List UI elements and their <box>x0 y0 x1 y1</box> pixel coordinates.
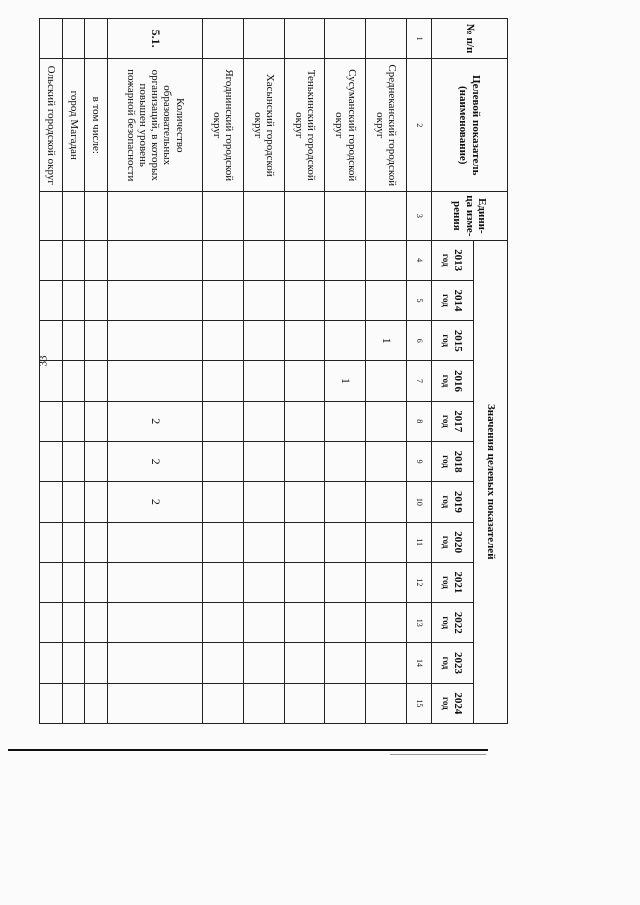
row-value-cell <box>107 643 202 683</box>
row-value-cell <box>62 441 85 481</box>
row-value-cell <box>62 482 85 522</box>
row-value-cell <box>40 643 63 683</box>
row-value-cell <box>366 683 407 723</box>
row-value-cell <box>203 361 244 401</box>
row-value-cell <box>62 683 85 723</box>
row-value-cell <box>366 522 407 562</box>
column-number: 12 <box>407 562 432 602</box>
row-value-cell <box>85 321 108 361</box>
header-year <box>432 562 474 602</box>
row-value-cell <box>366 401 407 441</box>
row-value-cell <box>325 522 366 562</box>
header-year-word: год <box>441 294 452 307</box>
column-number: 11 <box>407 522 432 562</box>
header-year <box>432 522 474 562</box>
row-value-cell <box>40 361 63 401</box>
row-value-cell <box>284 361 325 401</box>
header-year-word: год <box>441 455 452 468</box>
row-value-cell <box>107 522 202 562</box>
column-number: 13 <box>407 603 432 643</box>
row-value-cell <box>284 280 325 320</box>
row-value-cell <box>62 240 85 280</box>
row-value-cell <box>107 603 202 643</box>
header-year-number: 2018 <box>451 450 464 473</box>
row-value-cell <box>85 603 108 643</box>
row-value-cell <box>203 482 244 522</box>
header-year <box>432 321 474 361</box>
horizontal-rule-thin <box>390 754 486 755</box>
header-num: № п/п <box>432 19 508 59</box>
row-value-cell: 2 <box>107 482 202 522</box>
column-number: 8 <box>407 401 432 441</box>
header-year-number: 2022 <box>451 611 464 634</box>
row-value-cell <box>203 280 244 320</box>
header-year-word: год <box>441 495 452 509</box>
header-year-word: год <box>441 576 452 589</box>
row-value-cell <box>325 482 366 522</box>
header-year-word: год <box>441 334 452 348</box>
header-indicator: Целевой показатель (наименование) <box>432 59 508 192</box>
row-value-cell <box>366 280 407 320</box>
row-value-cell <box>203 643 244 683</box>
row-value-cell <box>203 240 244 280</box>
header-year <box>432 441 474 481</box>
row-number <box>366 19 407 59</box>
row-value-cell <box>366 603 407 643</box>
row-indicator-name: в том числе: <box>85 59 108 192</box>
row-value-cell <box>85 643 108 683</box>
row-value-cell <box>325 643 366 683</box>
row-unit <box>325 192 366 240</box>
row-unit <box>62 192 85 240</box>
row-value-cell <box>366 562 407 602</box>
column-number: 7 <box>407 361 432 401</box>
row-value-cell: 2 <box>107 401 202 441</box>
row-value-cell <box>40 240 63 280</box>
header-year-word: год <box>441 616 452 630</box>
header-unit: Едини-ца изме-рения <box>432 192 508 240</box>
row-value-cell <box>243 321 284 361</box>
header-year-number: 2024 <box>451 692 464 715</box>
row-value-cell <box>366 240 407 280</box>
row-value-cell <box>85 522 108 562</box>
row-value-cell <box>243 280 284 320</box>
row-value-cell <box>40 603 63 643</box>
table-row <box>40 19 63 724</box>
header-year-number: 2019 <box>451 490 464 513</box>
row-value-cell <box>243 401 284 441</box>
row-number <box>284 19 325 59</box>
row-indicator-name: Сусуманский городской округ <box>325 59 366 192</box>
table-row <box>366 19 407 724</box>
column-number: 2 <box>407 59 432 192</box>
column-number: 3 <box>407 192 432 240</box>
row-value-cell <box>107 280 202 320</box>
table-row <box>85 19 108 724</box>
header-year-number: 2017 <box>451 410 464 433</box>
header-year-word: год <box>441 656 452 670</box>
row-value-cell <box>203 683 244 723</box>
row-value-cell <box>85 401 108 441</box>
header-year <box>432 683 474 723</box>
table-row <box>243 19 284 724</box>
row-value-cell <box>243 441 284 481</box>
header-year <box>432 240 474 280</box>
header-year <box>432 361 474 401</box>
row-value-cell <box>284 401 325 441</box>
row-value-cell <box>203 321 244 361</box>
row-value-cell <box>203 522 244 562</box>
row-value-cell <box>325 280 366 320</box>
row-number <box>325 19 366 59</box>
row-unit <box>40 192 63 240</box>
row-value-cell <box>325 240 366 280</box>
row-indicator-name: Количество образовательных организаций, в которых повышен уровень пожарной безопасности <box>107 59 202 192</box>
column-number: 6 <box>407 321 432 361</box>
row-value-cell <box>366 482 407 522</box>
row-value-cell <box>40 280 63 320</box>
header-year-number: 2020 <box>451 531 464 554</box>
row-value-cell <box>107 321 202 361</box>
row-value-cell <box>203 441 244 481</box>
header-year-word: год <box>441 696 452 710</box>
row-indicator-name: Ягоднинский городской округ <box>203 59 244 192</box>
row-value-cell <box>85 441 108 481</box>
table-row <box>203 19 244 724</box>
row-unit <box>284 192 325 240</box>
row-value-cell <box>62 361 85 401</box>
row-value-cell <box>284 683 325 723</box>
row-value-cell <box>62 562 85 602</box>
row-number: 5.1. <box>107 19 202 59</box>
row-value-cell <box>62 522 85 562</box>
row-value-cell <box>62 643 85 683</box>
row-indicator-name: город Магадан <box>62 59 85 192</box>
row-value-cell <box>40 401 63 441</box>
row-value-cell <box>62 280 85 320</box>
row-value-cell <box>243 643 284 683</box>
header-year-word: год <box>441 414 452 428</box>
row-unit <box>203 192 244 240</box>
column-number: 4 <box>407 240 432 280</box>
row-value-cell <box>62 401 85 441</box>
rotated-table-container <box>39 18 508 724</box>
row-value-cell <box>284 562 325 602</box>
header-year-number: 2021 <box>451 571 464 594</box>
table-row <box>107 19 202 724</box>
row-indicator-name: Ольский городской округ <box>40 59 63 192</box>
row-value-cell <box>85 683 108 723</box>
row-unit <box>85 192 108 240</box>
row-indicator-name: Хасынский городской округ <box>243 59 284 192</box>
row-value-cell <box>325 683 366 723</box>
table-row <box>325 19 366 724</box>
row-value-cell <box>325 401 366 441</box>
header-year <box>432 401 474 441</box>
row-value-cell <box>325 441 366 481</box>
row-value-cell <box>40 522 63 562</box>
row-value-cell <box>284 603 325 643</box>
row-number <box>62 19 85 59</box>
column-number: 15 <box>407 683 432 723</box>
row-value-cell <box>203 603 244 643</box>
row-value-cell <box>243 683 284 723</box>
row-value-cell <box>325 321 366 361</box>
row-value-cell <box>107 361 202 401</box>
row-value-cell: 2 <box>107 441 202 481</box>
header-values-group: Значения целевых показателей <box>474 240 508 723</box>
row-value-cell <box>40 683 63 723</box>
row-value-cell <box>40 441 63 481</box>
row-value-cell <box>62 321 85 361</box>
column-number: 1 <box>407 19 432 59</box>
row-value-cell <box>107 683 202 723</box>
table-row <box>284 19 325 724</box>
row-unit <box>107 192 202 240</box>
row-value-cell <box>85 280 108 320</box>
header-year-word: год <box>441 535 452 549</box>
header-year-number: 2016 <box>451 370 464 393</box>
row-value-cell <box>85 361 108 401</box>
row-value-cell <box>284 522 325 562</box>
row-value-cell <box>243 240 284 280</box>
row-number <box>243 19 284 59</box>
page-number: 33 <box>37 355 50 367</box>
row-value-cell: 1 <box>366 321 407 361</box>
row-value-cell <box>203 401 244 441</box>
header-year-word: год <box>441 253 452 267</box>
row-value-cell <box>284 321 325 361</box>
row-value-cell <box>107 562 202 602</box>
row-value-cell <box>203 562 244 602</box>
row-value-cell <box>325 603 366 643</box>
row-indicator-name: Среднеканский городской округ <box>366 59 407 192</box>
row-value-cell <box>325 562 366 602</box>
header-year-number: 2014 <box>451 289 464 312</box>
row-value-cell <box>85 240 108 280</box>
column-number: 10 <box>407 482 432 522</box>
column-number: 9 <box>407 441 432 481</box>
row-value-cell <box>107 240 202 280</box>
row-value-cell <box>284 643 325 683</box>
header-year-number: 2015 <box>451 329 464 352</box>
row-number <box>85 19 108 59</box>
header-year-number: 2013 <box>451 249 464 272</box>
row-value-cell <box>85 482 108 522</box>
row-unit <box>366 192 407 240</box>
row-value-cell <box>40 321 63 361</box>
header-year <box>432 280 474 320</box>
row-value-cell <box>85 562 108 602</box>
header-year <box>432 603 474 643</box>
row-value-cell <box>366 643 407 683</box>
header-year <box>432 482 474 522</box>
row-value-cell <box>243 603 284 643</box>
row-value-cell <box>40 482 63 522</box>
row-value-cell <box>366 441 407 481</box>
row-indicator-name: Тенькинский городской округ <box>284 59 325 192</box>
row-value-cell <box>284 482 325 522</box>
row-value-cell: 1 <box>325 361 366 401</box>
row-value-cell <box>40 562 63 602</box>
column-number: 5 <box>407 280 432 320</box>
row-value-cell <box>243 482 284 522</box>
row-value-cell <box>243 522 284 562</box>
indicators-table <box>39 18 508 724</box>
column-number: 14 <box>407 643 432 683</box>
horizontal-rule <box>8 749 488 751</box>
row-value-cell <box>243 361 284 401</box>
header-year-word: год <box>441 374 452 388</box>
row-value-cell <box>366 361 407 401</box>
row-value-cell <box>284 240 325 280</box>
row-number <box>40 19 63 59</box>
row-value-cell <box>62 603 85 643</box>
table-row <box>62 19 85 724</box>
row-number <box>203 19 244 59</box>
row-value-cell <box>243 562 284 602</box>
header-year <box>432 643 474 683</box>
row-value-cell <box>284 441 325 481</box>
header-year-number: 2023 <box>451 651 464 674</box>
row-unit <box>243 192 284 240</box>
